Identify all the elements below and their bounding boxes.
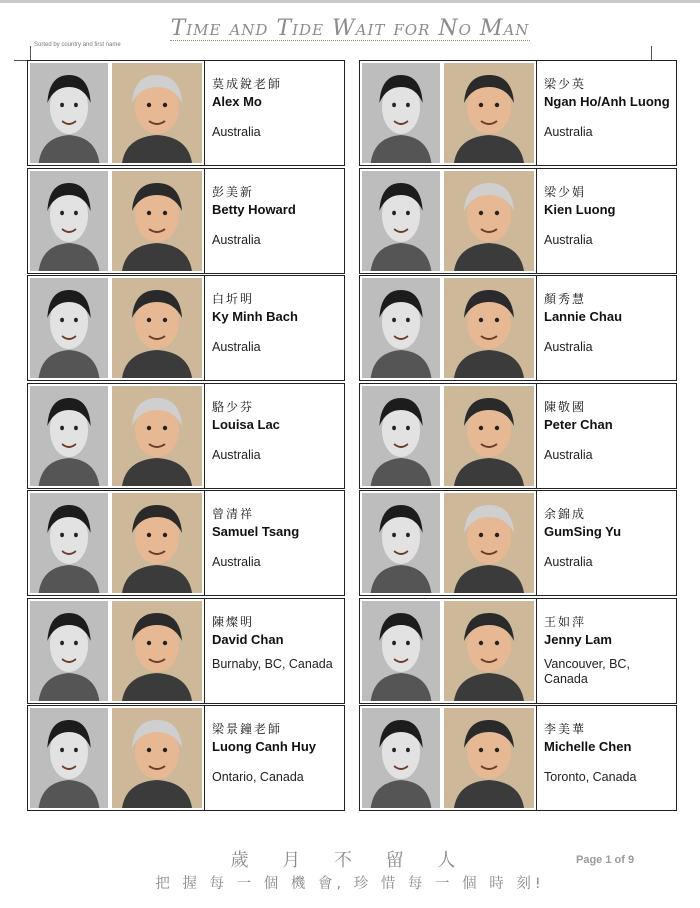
chinese-name: 駱少芬	[212, 400, 255, 414]
young-photo	[30, 278, 108, 378]
chinese-name: 莫成銳老師	[212, 77, 283, 91]
english-name: Ngan Ho/Anh Luong	[544, 94, 670, 109]
location: Australia	[544, 233, 593, 247]
english-name: Luong Canh Huy	[212, 739, 316, 754]
chinese-name: 顏秀慧	[544, 292, 587, 306]
card-divider	[536, 276, 537, 380]
person-info	[544, 183, 672, 248]
person-card	[27, 383, 345, 489]
chinese-name: 梁少娟	[544, 185, 587, 199]
current-photo	[444, 601, 534, 701]
current-photo	[444, 708, 534, 808]
location: Australia	[544, 125, 593, 139]
chinese-name: 王如萍	[544, 615, 587, 629]
location: Burnaby, BC, Canada	[212, 657, 333, 671]
young-photo	[30, 171, 108, 271]
young-photo	[362, 171, 440, 271]
location: Australia	[212, 233, 261, 247]
card-divider	[204, 706, 205, 810]
young-photo	[362, 386, 440, 486]
current-photo	[444, 171, 534, 271]
current-photo	[112, 601, 202, 701]
person-card	[27, 168, 345, 274]
person-info	[212, 290, 340, 355]
current-photo	[444, 63, 534, 163]
current-photo	[112, 386, 202, 486]
person-info	[212, 613, 340, 672]
english-name: Alex Mo	[212, 94, 262, 109]
current-photo	[112, 278, 202, 378]
current-photo	[444, 386, 534, 486]
chinese-name: 白圻明	[212, 292, 255, 306]
spellcheck-underline	[170, 40, 530, 41]
english-name: GumSing Yu	[544, 524, 622, 539]
young-photo	[30, 63, 108, 163]
location: Ontario, Canada	[212, 770, 304, 784]
location: Vancouver, BC, Canada	[544, 657, 630, 686]
chinese-name: 李美華	[544, 722, 587, 736]
page-title: Time and Tide Wait for No Man	[170, 16, 530, 41]
current-photo	[444, 493, 534, 593]
person-info	[544, 290, 672, 355]
person-card	[359, 598, 677, 704]
card-divider	[204, 599, 205, 703]
person-info	[544, 505, 672, 570]
card-divider	[536, 384, 537, 488]
young-photo	[362, 278, 440, 378]
top-border	[0, 0, 700, 3]
card-divider	[204, 61, 205, 165]
english-name: Betty Howard	[212, 202, 296, 217]
location: Australia	[544, 340, 593, 354]
location: Australia	[212, 125, 261, 139]
person-card	[359, 383, 677, 489]
card-divider	[536, 61, 537, 165]
english-name: Kien Luong	[544, 202, 616, 217]
crop-mark-right	[651, 46, 652, 60]
card-divider	[204, 384, 205, 488]
young-photo	[362, 708, 440, 808]
young-photo	[30, 708, 108, 808]
person-card	[359, 275, 677, 381]
english-name: Lannie Chau	[544, 309, 623, 324]
person-info	[212, 720, 340, 785]
location: Australia	[544, 448, 593, 462]
location: Toronto, Canada	[544, 770, 637, 784]
person-info	[212, 398, 340, 463]
footer-motto: 歲 月 不 留 人	[230, 850, 470, 871]
current-photo	[112, 493, 202, 593]
person-card	[27, 598, 345, 704]
person-card	[27, 275, 345, 381]
chinese-name: 曾清祥	[212, 507, 255, 521]
chinese-name: 梁景鐘老師	[212, 722, 283, 736]
english-name: Ky Minh Bach	[212, 309, 298, 324]
young-photo	[30, 601, 108, 701]
english-name: Samuel Tsang	[212, 524, 300, 539]
young-photo	[362, 493, 440, 593]
person-card	[359, 490, 677, 596]
english-name: Jenny Lam	[544, 632, 612, 647]
person-info	[212, 183, 340, 248]
person-card	[359, 705, 677, 811]
chinese-name: 陳燦明	[212, 615, 255, 629]
chinese-name: 梁少英	[544, 77, 587, 91]
young-photo	[30, 386, 108, 486]
chinese-name: 余錦成	[544, 507, 587, 521]
card-divider	[536, 169, 537, 273]
young-photo	[362, 63, 440, 163]
person-card	[27, 490, 345, 596]
person-info	[212, 75, 340, 140]
person-card	[359, 168, 677, 274]
young-photo	[30, 493, 108, 593]
current-photo	[112, 63, 202, 163]
location: Australia	[212, 555, 261, 569]
english-name: David Chan	[212, 632, 284, 647]
person-card	[359, 60, 677, 166]
person-info	[212, 505, 340, 570]
person-info	[544, 75, 672, 140]
footer-subtitle: 把 握 每 一 個 機 會, 珍 惜 每 一 個 時 刻!	[155, 876, 545, 892]
person-info	[544, 613, 672, 687]
current-photo	[112, 708, 202, 808]
english-name: Peter Chan	[544, 417, 613, 432]
location: Australia	[544, 555, 593, 569]
person-card	[27, 60, 345, 166]
card-divider	[204, 491, 205, 595]
card-divider	[536, 599, 537, 703]
person-info	[544, 398, 672, 463]
card-divider	[204, 169, 205, 273]
location: Australia	[212, 340, 261, 354]
page-indicator: Page 1 of 9	[576, 854, 635, 866]
current-photo	[444, 278, 534, 378]
card-divider	[536, 491, 537, 595]
location: Australia	[212, 448, 261, 462]
english-name: Michelle Chen	[544, 739, 632, 754]
card-divider	[536, 706, 537, 810]
english-name: Louisa Lac	[212, 417, 280, 432]
chinese-name: 彭美新	[212, 185, 255, 199]
card-divider	[204, 276, 205, 380]
young-photo	[362, 601, 440, 701]
sort-note: Sorted by country and first name	[34, 42, 121, 48]
person-card	[27, 705, 345, 811]
chinese-name: 陳敬國	[544, 400, 587, 414]
current-photo	[112, 171, 202, 271]
person-info	[544, 720, 672, 785]
